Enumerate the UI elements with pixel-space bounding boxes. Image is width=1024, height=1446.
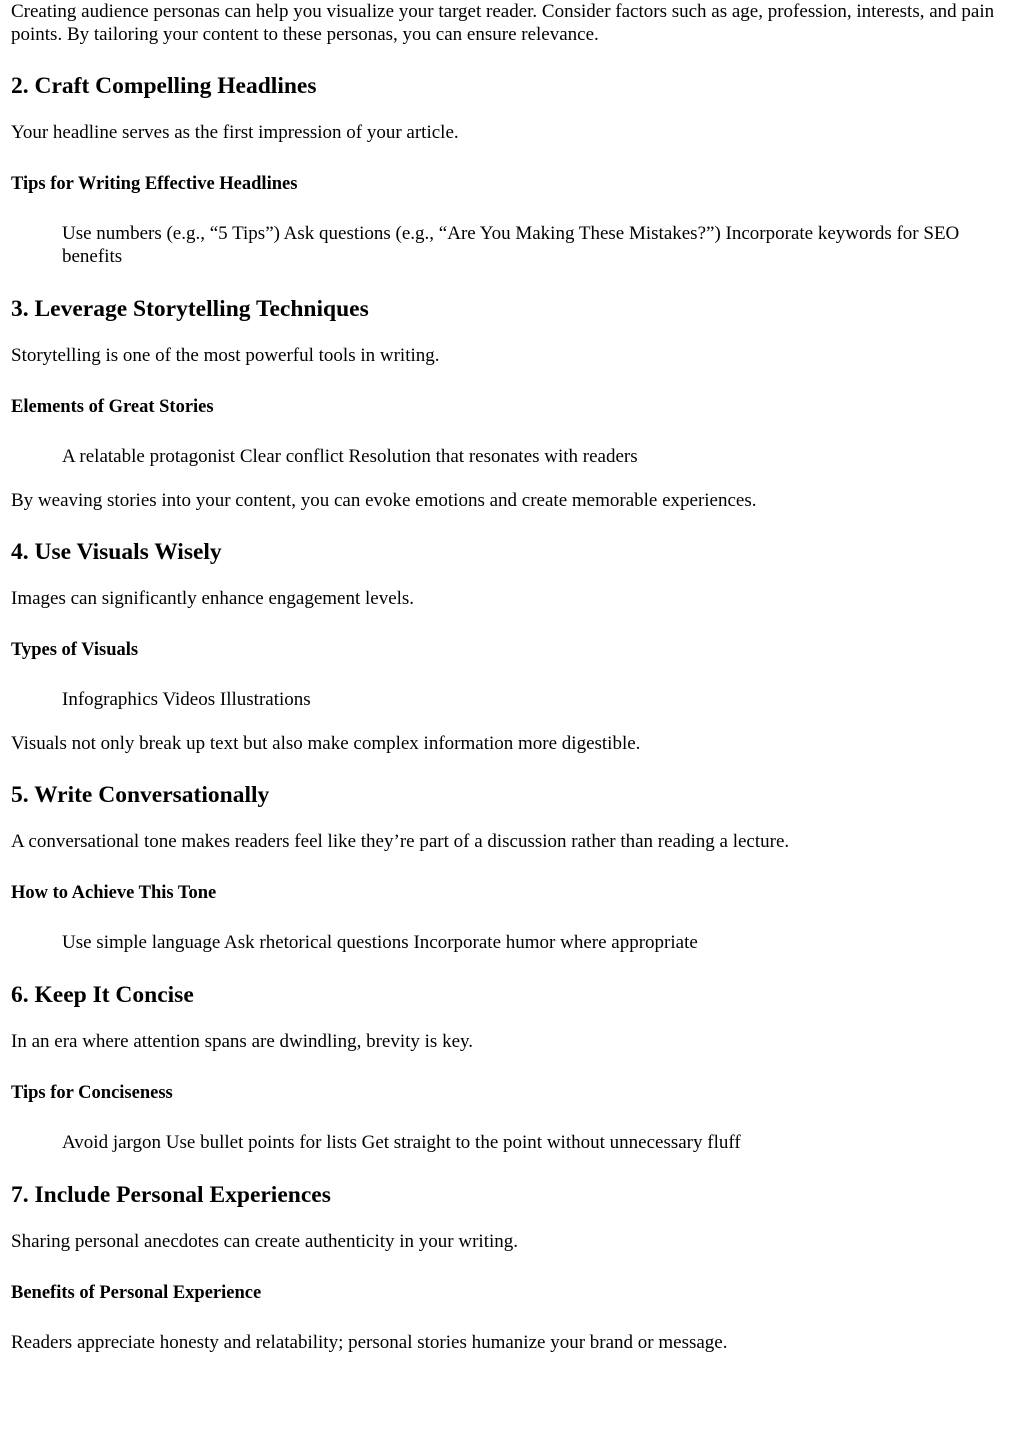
section-subheading: Tips for Conciseness [11, 1083, 173, 1103]
section-closing-paragraph: By weaving stories into your content, you can evoke emotions and create memorable experiences. [11, 490, 757, 511]
section-list [62, 222, 1013, 268]
section-subheading: Types of Visuals [11, 640, 139, 660]
article-section [11, 72, 1013, 268]
section-lead-paragraph: Your headline serves as the first impression of your article. [11, 122, 459, 143]
list-item: Resolution that resonates with readers [348, 446, 638, 467]
list-item: Ask rhetorical questions [224, 932, 409, 953]
list-item: Incorporate keywords for SEO benefits [62, 223, 960, 267]
list-item: Ask questions (e.g., “Are You Making These Mistakes?”) [283, 223, 721, 244]
list-item: Infographics [62, 689, 159, 710]
section-subheading: Tips for Writing Effective Headlines [11, 174, 298, 194]
section-lead-paragraph: A conversational tone makes readers feel like they’re part of a discussion rather than reading a lecture. [11, 831, 790, 852]
section-subheading: Benefits of Personal Experience [11, 1283, 262, 1303]
list-item: Incorporate humor where appropriate [413, 932, 698, 953]
list-item: A relatable protagonist [62, 446, 236, 467]
section-lead-paragraph: In an era where attention spans are dwindling, brevity is key. [11, 1031, 474, 1052]
article-section [11, 781, 1013, 954]
list-item: Avoid jargon [62, 1132, 162, 1153]
section-heading: 5. Write Conversationally [11, 782, 270, 808]
section-lead-paragraph: Sharing personal anecdotes can create authenticity in your writing. [11, 1231, 519, 1252]
section-list [62, 445, 1013, 468]
article-section [11, 295, 1013, 512]
list-item: Get straight to the point without unnecessary fluff [361, 1132, 741, 1153]
section-lead-paragraph: Images can significantly enhance engagement levels. [11, 588, 415, 609]
section-subheading: Elements of Great Stories [11, 397, 214, 417]
section-closing-paragraph: Visuals not only break up text but also make complex information more digestible. [11, 733, 641, 754]
section-heading: 6. Keep It Concise [11, 982, 194, 1008]
section-heading: 3. Leverage Storytelling Techniques [11, 296, 369, 322]
section-list [62, 688, 1013, 711]
article-sections [11, 72, 1013, 1354]
list-item: Use bullet points for lists [165, 1132, 357, 1153]
article-section [11, 981, 1013, 1154]
article-section [11, 538, 1013, 755]
section-heading: 2. Craft Compelling Headlines [11, 73, 317, 99]
intro-paragraph: Creating audience personas can help you visualize your target reader. Consider factors such as age, profession, interests, and pain points. By tailoring your content to these personas, you can ensure relevance. [11, 1, 995, 45]
section-heading: 7. Include Personal Experiences [11, 1182, 331, 1208]
list-item: Illustrations [219, 689, 311, 710]
section-list [62, 1131, 1013, 1154]
section-list [62, 931, 1013, 954]
section-lead-paragraph: Storytelling is one of the most powerful tools in writing. [11, 345, 440, 366]
article-section [11, 1181, 1013, 1354]
list-item: Clear conflict [239, 446, 344, 467]
list-item: Videos [162, 689, 216, 710]
list-item: Use numbers (e.g., “5 Tips”) [62, 223, 280, 244]
list-item: Use simple language [62, 932, 221, 953]
section-subheading: How to Achieve This Tone [11, 883, 217, 903]
section-closing-paragraph: Readers appreciate honesty and relatability; personal stories humanize your brand or message. [11, 1332, 728, 1353]
section-heading: 4. Use Visuals Wisely [11, 539, 222, 565]
